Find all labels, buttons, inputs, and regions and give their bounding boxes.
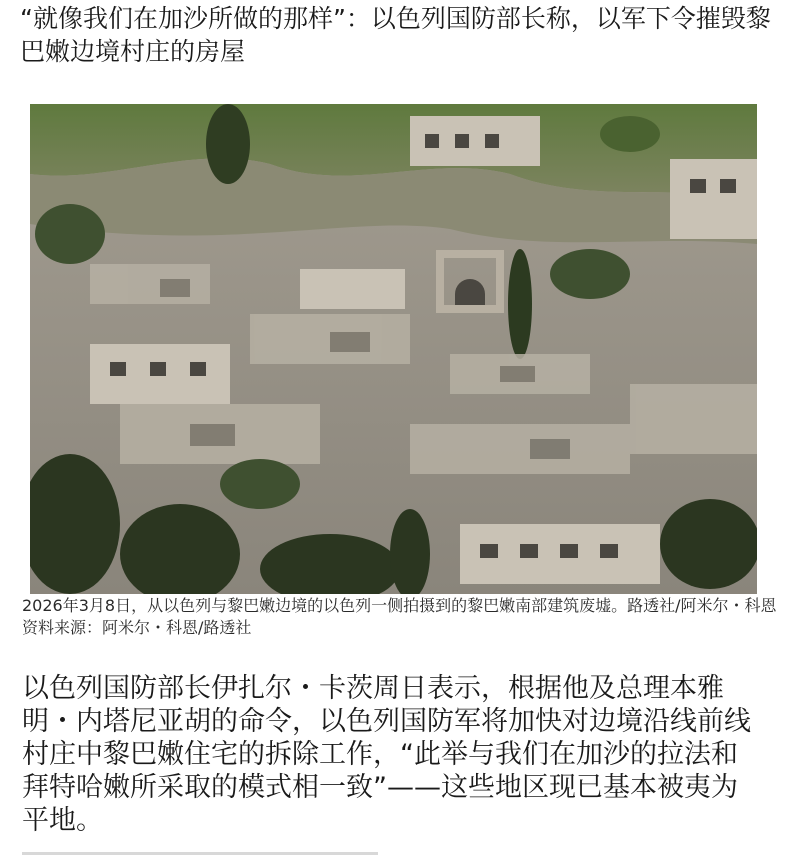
photo-caption: 2026年3月8日，从以色列与黎巴嫩边境的以色列一侧拍摄到的黎巴嫩南部建筑废墟。路透社/阿米尔・科恩 资料来源：阿米尔・科恩/路透社	[22, 596, 777, 637]
article-headline: “就像我们在加沙所做的那样”：以色列国防部长称，以军下令摧毁黎巴嫩边境村庄的房屋	[20, 4, 771, 66]
article-body-paragraph: 以色列国防部长伊扎尔・卡茨周日表示，根据他及总理本雅明・内塔尼亚胡的命令，以色列国防军将加快对边境沿线前线村庄中黎巴嫩住宅的拆除工作，“此举与我们在加沙的拉法和拜特哈嫩所采取的模式相一致”——这些地区现已基本被夷为平地。	[22, 673, 751, 836]
article-photo	[30, 104, 757, 594]
rubble-village-image	[30, 104, 757, 594]
bottom-divider	[22, 852, 378, 855]
